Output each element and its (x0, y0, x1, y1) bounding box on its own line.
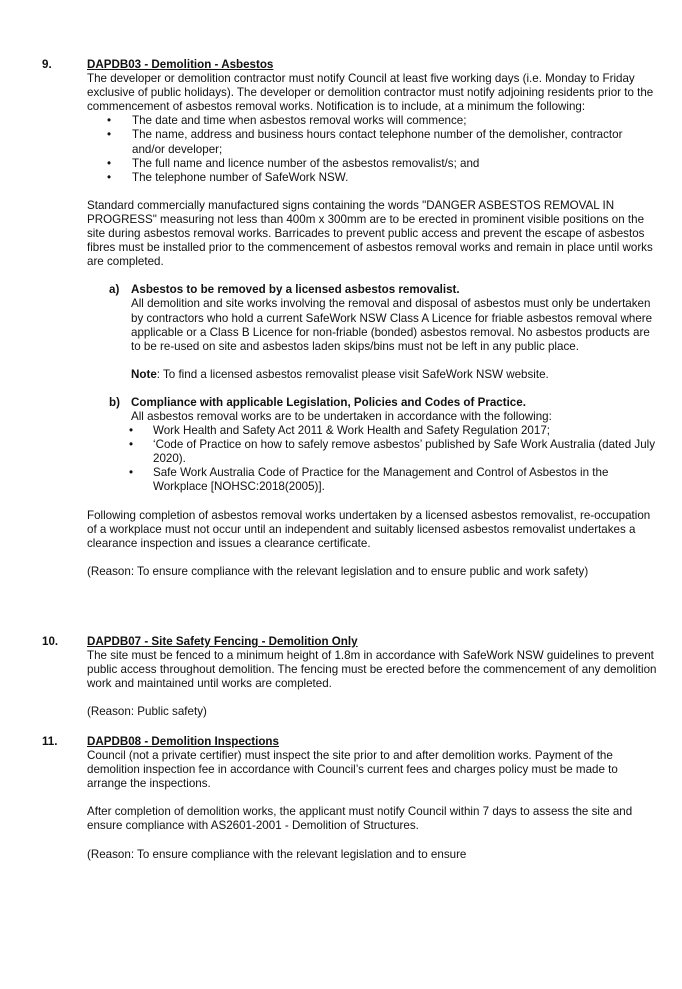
condition-10-body: The site must be fenced to a minimum height of 1.8m in accordance with SafeWork NSW guidelines to prevent public access throughout demolition. The fencing must be erected before the commencement of any demolition work and maintained until works are completed. (87, 649, 657, 691)
condition-9-title: DAPDB03 - Demolition - Asbestos (87, 58, 274, 71)
subsection-b (87, 396, 657, 424)
condition-9-number: 9. (42, 58, 52, 71)
list-item: • Safe Work Australia Code of Practice for the Management and Control of Asbestos in the Workplace [NOHSC:2018(2005)]. (87, 466, 657, 494)
condition-11 (87, 735, 657, 862)
list-item: • The date and time when asbestos removal works will commence; (87, 114, 657, 128)
list-item: • ‘Code of Practice on how to safely remove asbestos’ published by Safe Work Australia (dated July 2020). (87, 438, 657, 466)
condition-11-title: DAPDB08 - Demolition Inspections (87, 735, 279, 748)
subsection-a-letter: a) (109, 283, 120, 297)
list-item: • Work Health and Safety Act 2011 & Work Health and Safety Regulation 2017; (87, 424, 657, 438)
notification-list (87, 114, 657, 184)
legislation-list (87, 424, 657, 494)
subsection-a-note (131, 368, 657, 382)
list-item: • The full name and licence number of the asbestos removalist/s; and (87, 157, 657, 171)
signs-paragraph: Standard commercially manufactured signs containing the words "DANGER ASBESTOS REMOVAL IN PROGRESS" measuring not less than 400m x 300mm are to be erected in prominent visible positions on the site during asbestos removal works. Barricades to prevent public access and prevent the escape of asbestos fibres must be installed prior to the commencement of asbestos removal works and remain in place until works are completed. (87, 198, 653, 269)
subsection-b-letter: b) (109, 395, 120, 409)
note-text: : To find a licensed asbestos removalist please visit SafeWork NSW website. (156, 367, 549, 381)
condition-9-reason: (Reason: To ensure compliance with the relevant legislation and to ensure public and work safety) (87, 564, 589, 578)
note-label: Note (131, 367, 157, 381)
condition-10 (87, 635, 657, 719)
list-item: • The telephone number of SafeWork NSW. (87, 171, 657, 185)
subsection-b-title: Compliance with applicable Legislation, Policies and Codes of Practice. (131, 395, 526, 409)
condition-11-number: 11. (42, 735, 58, 748)
subsection-a-body: All demolition and site works involving the removal and disposal of asbestos must only be undertaken by contractors who hold a current SafeWork NSW Class A Licence for friable asbestos removal where applicable or a Class B Licence for non-friable (bonded) asbestos removal. No asbestos products are to be re-used on site and asbestos laden skips/bins must not be left in any public place. (131, 297, 653, 353)
condition-10-reason: (Reason: Public safety) (87, 705, 207, 719)
condition-10-title: DAPDB07 - Site Safety Fencing - Demolition Only (87, 635, 358, 648)
condition-11-body: Council (not a private certifier) must inspect the site prior to and after demolition works. Payment of the demolition inspection fee in accordance with Council’s current fees and charges policy must be made to arrange the inspections. (87, 749, 618, 791)
condition-9 (87, 58, 657, 579)
list-item: • The name, address and business hours contact telephone number of the demolisher, contractor and/or developer; (87, 128, 657, 156)
condition-10-number: 10. (42, 635, 59, 648)
condition-11-reason: (Reason: To ensure compliance with the relevant legislation and to ensure (87, 847, 467, 861)
clearance-paragraph: Following completion of asbestos removal works undertaken by a licensed asbestos removalist, re-occupation of a workplace must not occur until an independent and suitably licensed asbestos removalist undertakes a clearance inspection and issues a clearance certificate. (87, 508, 651, 550)
subsection-b-intro: All asbestos removal works are to be undertaken in accordance with the following: (131, 409, 552, 423)
condition-11-notify: After completion of demolition works, the applicant must notify Council within 7 days to assess the site and ensure compliance with AS2601-2001 - Demolition of Structures. (87, 805, 633, 833)
condition-9-intro: The developer or demolition contractor must notify Council at least five working days (i.e. Monday to Friday exclusive of public holidays). The developer or demolition contractor must notify adjoining residents prior to the commencement of asbestos removal works. Notification is to include, at a minimum the following: (87, 72, 654, 114)
subsection-a-title: Asbestos to be removed by a licensed asbestos removalist. (131, 283, 460, 297)
subsection-a (87, 283, 657, 382)
